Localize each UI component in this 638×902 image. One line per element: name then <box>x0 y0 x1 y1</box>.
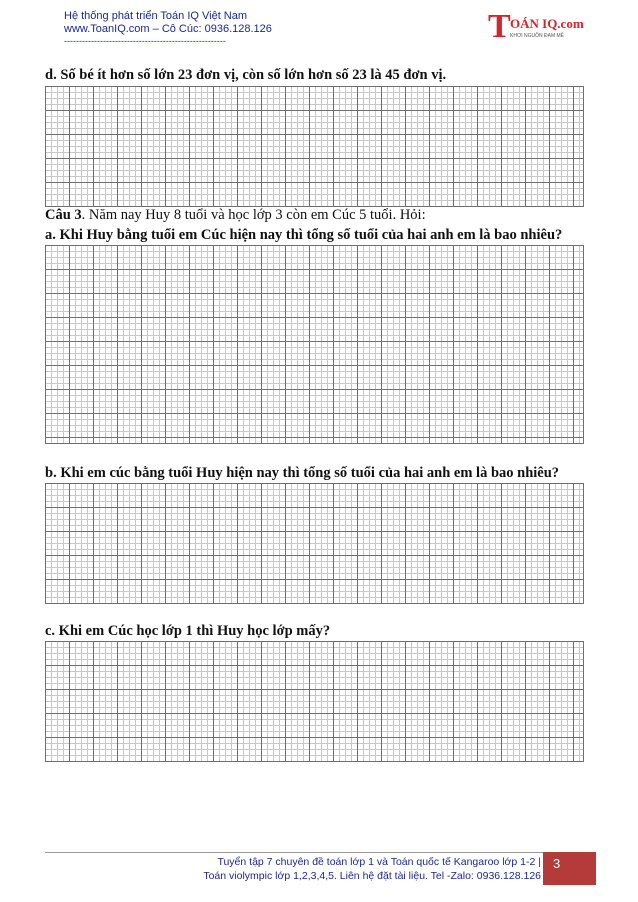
header-info <box>64 10 272 46</box>
page-number: 3 <box>543 852 596 885</box>
footer-text <box>203 855 541 883</box>
toaniq-logo <box>488 8 588 45</box>
question-3c: c. Khi em Cúc học lớp 1 thì Huy học lớp mấy? <box>45 623 331 639</box>
logo-word: OÁN IQ.com <box>510 16 584 31</box>
answer-grid-3b <box>45 483 584 604</box>
question-2d: d. Số bé ít hơn số lớn 23 đơn vị, còn số lớn hơn số 23 là 45 đơn vị. <box>45 67 447 83</box>
logo-tagline: KHƠI NGUỒN ĐAM MÊ <box>510 33 565 39</box>
answer-grid-2d <box>45 86 584 207</box>
question-3b: b. Khi em cúc bằng tuổi Huy hiện nay thì tổng số tuổi của hai anh em là bao nhiêu? <box>45 465 560 481</box>
question-3-label: Câu 3 <box>45 207 82 223</box>
header-org: Hệ thống phát triển Toán IQ Việt Nam <box>64 10 248 22</box>
answer-grid-3c <box>45 641 584 762</box>
logo-letter: T <box>488 8 511 45</box>
footer-rule <box>45 852 596 853</box>
header-rule: ------------------------------------------------------ <box>64 36 226 46</box>
answer-grid-3a <box>45 245 584 444</box>
footer-line-2: Toán violympic lớp 1,2,3,4,5. Liên hệ đặt tài liệu. Tel -Zalo: 0936.128.126 <box>203 870 541 882</box>
question-3-text: . Năm nay Huy 8 tuổi và học lớp 3 còn em Cúc 5 tuổi. Hỏi: <box>81 207 426 223</box>
header-contact: www.ToanIQ.com – Cô Cúc: 0936.128.126 <box>64 23 272 35</box>
footer-line-1: Tuyển tập 7 chuyên đề toán lớp 1 và Toán quốc tế Kangaroo lớp 1-2 | <box>217 856 541 868</box>
question-3a: a. Khi Huy bằng tuổi em Cúc hiện nay thì tổng số tuổi của hai anh em là bao nhiêu? <box>45 227 563 243</box>
question-3-intro <box>45 207 426 224</box>
